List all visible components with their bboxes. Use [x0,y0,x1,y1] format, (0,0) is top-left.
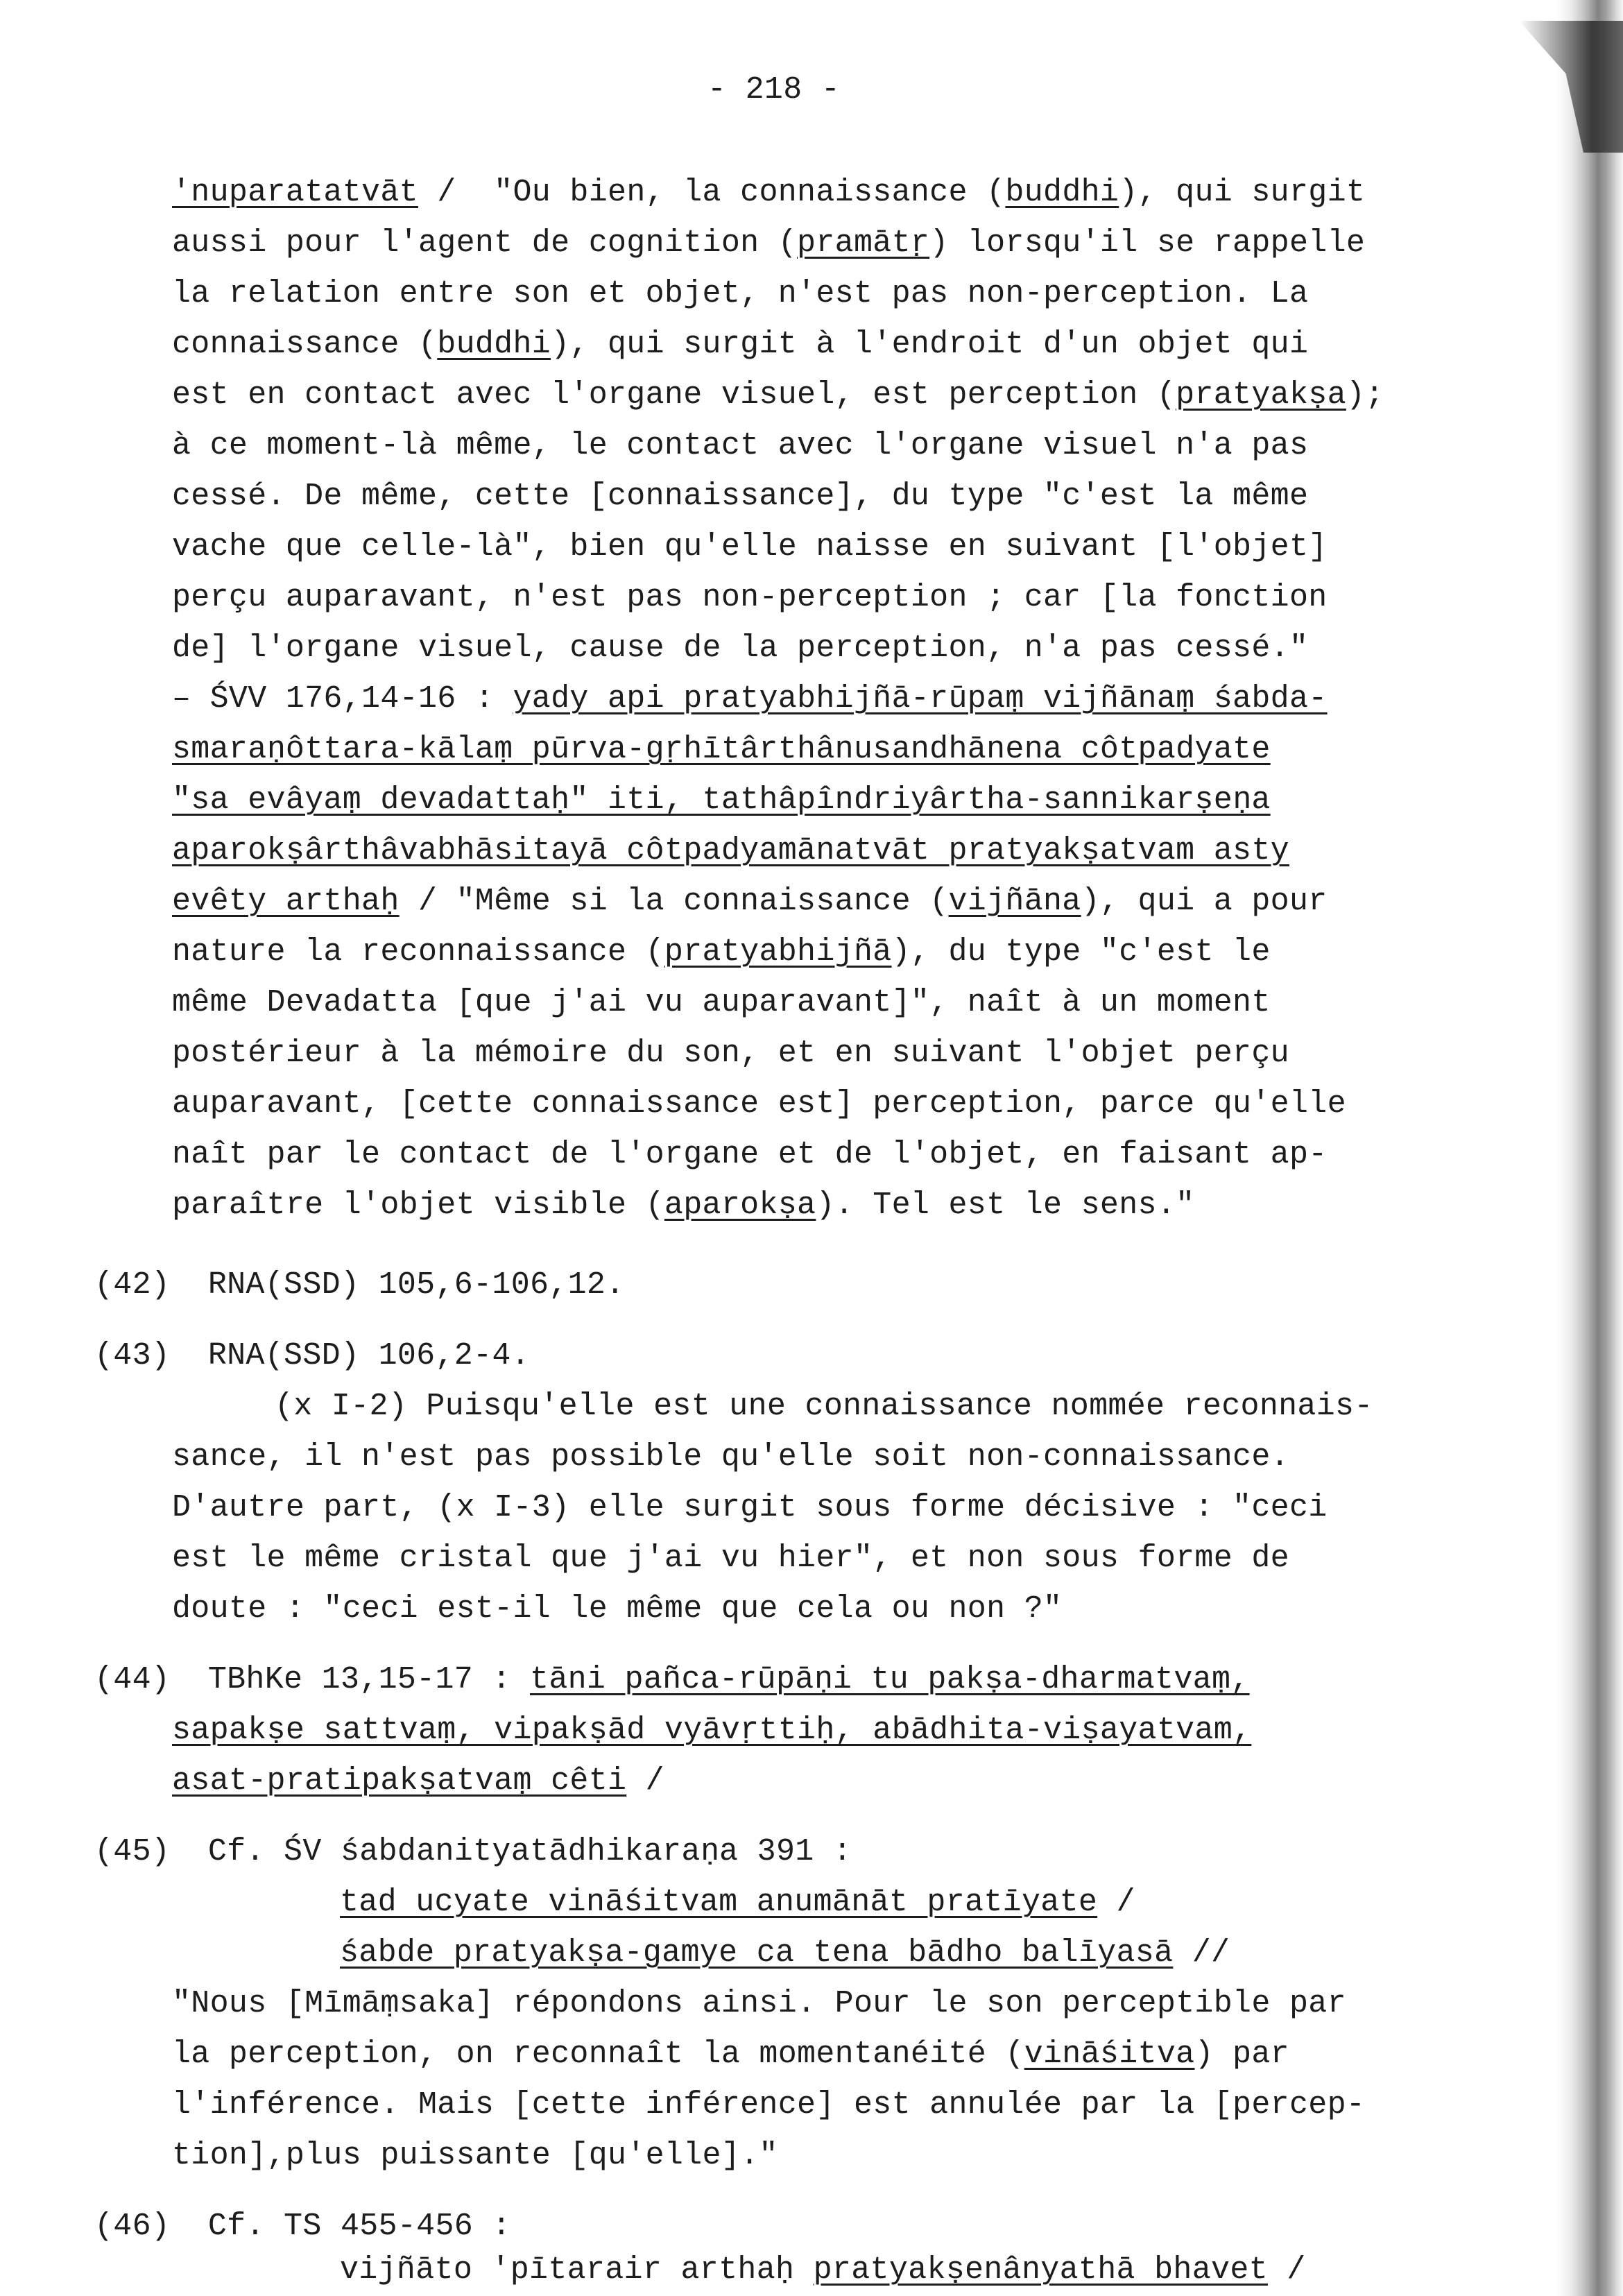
text-segment: ), qui surgit à l'endroit d'un objet qui [551,327,1309,362]
text-line [172,2084,1365,2126]
text-line [172,1083,1346,1125]
text-segment: (x I-2) Puisqu'elle est une connaissance nommée reconnais- [275,1389,1373,1424]
text-segment: paraître l'objet visible ( [172,1188,664,1223]
text-segment: tion],plus puissante [qu'elle]." [172,2138,778,2173]
text-line [172,1185,1194,1226]
underlined-term: pratyakṣenânyathā bhavet [813,2252,1268,2288]
text-segment: ), du type "c'est le [891,934,1271,970]
underlined-term: buddhi [1005,175,1119,210]
text-segment: (44) TBhKe 13,15-17 : [94,1662,531,1697]
underlined-term: aparokṣârthâvabhāsitayā côtpadyamānatvāt pratyakṣatvam asty [172,833,1289,868]
text-line [172,1033,1289,1074]
text-segment: (46) Cf. TS 455-456 : [94,2209,511,2244]
text-segment: sance, il n'est pas possible qu'elle soit non-connaissance. [172,1439,1289,1475]
text-segment: à ce moment-là même, le contact avec l'organe visuel n'a pas [172,428,1309,463]
underlined-term: tad ucyate vināśitvam anumānāt pratīyate [340,1885,1098,1920]
text-line [94,1659,1250,1701]
text-segment: "Nous [Mīmāṃsaka] répondons ainsi. Pour le son perceptible par [172,1986,1346,2021]
underlined-term: evêty arthaḥ [172,884,400,919]
text-line [340,2250,1306,2291]
text-line [172,1588,1062,1630]
text-line [172,1134,1328,1176]
underlined-term: vināśitva [1024,2037,1195,2072]
text-segment: ) lorsqu'il se rappelle [929,225,1366,261]
underlined-term: vijñāna [948,884,1081,919]
text-segment: / [1097,1885,1135,1920]
page-edge-shadow [1557,0,1623,2296]
text-line [172,830,1289,872]
text-segment: vache que celle-là", bien qu'elle naisse en suivant [l'objet] [172,529,1328,565]
text-line [275,1386,1373,1428]
text-segment: (43) RNA(SSD) 106,2-4. [94,1338,531,1373]
text-segment: // [1173,1935,1230,1971]
text-segment: est le même cristal que j'ai vu hier", et non sous forme de [172,1541,1289,1576]
text-segment: / "Ou bien, la connaissance ( [418,175,1006,210]
text-line [340,1933,1230,1974]
text-line [94,1335,530,1377]
text-segment: ). Tel est le sens." [816,1188,1195,1223]
text-line [340,1882,1135,1924]
underlined-term: śabde pratyakṣa-gamye ca tena bādho balīyasā [340,1935,1174,1971]
text-segment: perçu auparavant, n'est pas non-perception ; car [la fonction [172,580,1328,615]
text-segment: – ŚVV 176,14-16 : [172,681,513,717]
text-segment: ), qui surgit [1119,175,1366,210]
text-segment: aussi pour l'agent de cognition ( [172,225,798,261]
text-segment: cessé. De même, cette [connaissance], du type "c'est la même [172,479,1309,514]
text-segment: ) par [1194,2037,1289,2072]
text-segment: D'autre part, (x I-3) elle surgit sous forme décisive : "ceci [172,1490,1328,1525]
text-segment: même Devadatta [que j'ai vu auparavant]", naît à un moment [172,985,1271,1020]
text-segment: l'inférence. Mais [cette inférence] est annulée par la [percep- [172,2087,1366,2123]
text-line [172,932,1271,973]
underlined-term: pratyakṣa [1176,377,1346,413]
text-segment: doute : "ceci est-il le même que cela ou non ?" [172,1591,1063,1627]
text-segment: / [1267,2252,1306,2288]
underlined-term: 'nuparatatvāt [172,175,418,210]
text-line [172,780,1271,821]
text-line [172,1710,1251,1751]
underlined-term: aparokṣa [664,1188,816,1223]
text-line [172,1983,1346,2025]
underlined-term: sapakṣe sattvaṃ, vipakṣād vyāvṛttiḥ, abādhita-viṣayatvam, [172,1713,1252,1748]
text-segment: / [626,1763,664,1799]
text-segment: est en contact avec l'organe visuel, est perception ( [172,377,1176,413]
text-line [172,324,1308,366]
text-segment: (42) RNA(SSD) 105,6-106,12. [94,1267,625,1303]
text-line [172,729,1271,771]
text-line [172,172,1365,214]
text-line [172,476,1308,517]
text-line [172,2034,1289,2075]
text-line [172,2135,778,2177]
underlined-term: "sa evâyaṃ devadattaḥ" iti, tathâpîndriyârtha-sannikarṣeṇa [172,782,1271,818]
text-line [172,1437,1289,1478]
text-line [94,2206,511,2247]
text-line [172,678,1328,720]
text-line [172,577,1328,619]
text-line [172,273,1308,315]
text-line [172,526,1328,568]
text-line [172,425,1308,467]
text-line [172,375,1384,416]
text-segment: nature la reconnaissance ( [172,934,664,970]
underlined-term: pramātṛ [797,225,930,261]
underlined-term: pratyabhijñā [664,934,892,970]
text-line [94,1265,625,1306]
underlined-term: smaraṇôttara-kālaṃ pūrva-gṛhītârthânusandhānena côtpadyate [172,732,1271,767]
text-segment: la relation entre son et objet, n'est pas non-perception. La [172,276,1309,311]
text-segment: (45) Cf. ŚV śabdanityatādhikaraṇa 391 : [94,1834,852,1869]
text-line [172,223,1365,264]
text-line [172,1760,664,1802]
underlined-term: buddhi [437,327,551,362]
text-segment: auparavant, [cette connaissance est] perception, parce qu'elle [172,1086,1346,1122]
text-line [172,1538,1289,1579]
underlined-term: tāni pañca-rūpāṇi tu pakṣa-dharmatvaṃ, [530,1662,1250,1697]
text-line [172,982,1271,1024]
underlined-term: yady api pratyabhijñā-rūpaṃ vijñānaṃ śabda- [513,681,1328,717]
text-segment: connaissance ( [172,327,438,362]
text-segment: naît par le contact de l'organe et de l'objet, en faisant ap- [172,1137,1328,1172]
text-line [94,1831,852,1873]
text-segment: de] l'organe visuel, cause de la perception, n'a pas cessé." [172,631,1309,666]
text-line [172,881,1328,923]
text-segment: ), qui a pour [1081,884,1328,919]
text-line [172,628,1308,669]
text-segment: postérieur à la mémoire du son, et en suivant l'objet perçu [172,1036,1289,1071]
text-segment: vijñāto 'pītarair arthaḥ [340,2252,814,2288]
text-segment: la perception, on reconnaît la momentanéité ( [172,2037,1024,2072]
underlined-term: asat-pratipakṣatvaṃ cêti [172,1763,627,1799]
text-segment: / "Même si la connaissance ( [399,884,949,919]
text-line [172,1487,1328,1529]
page-number: - 218 - [707,72,841,108]
text-segment: ); [1346,377,1384,413]
